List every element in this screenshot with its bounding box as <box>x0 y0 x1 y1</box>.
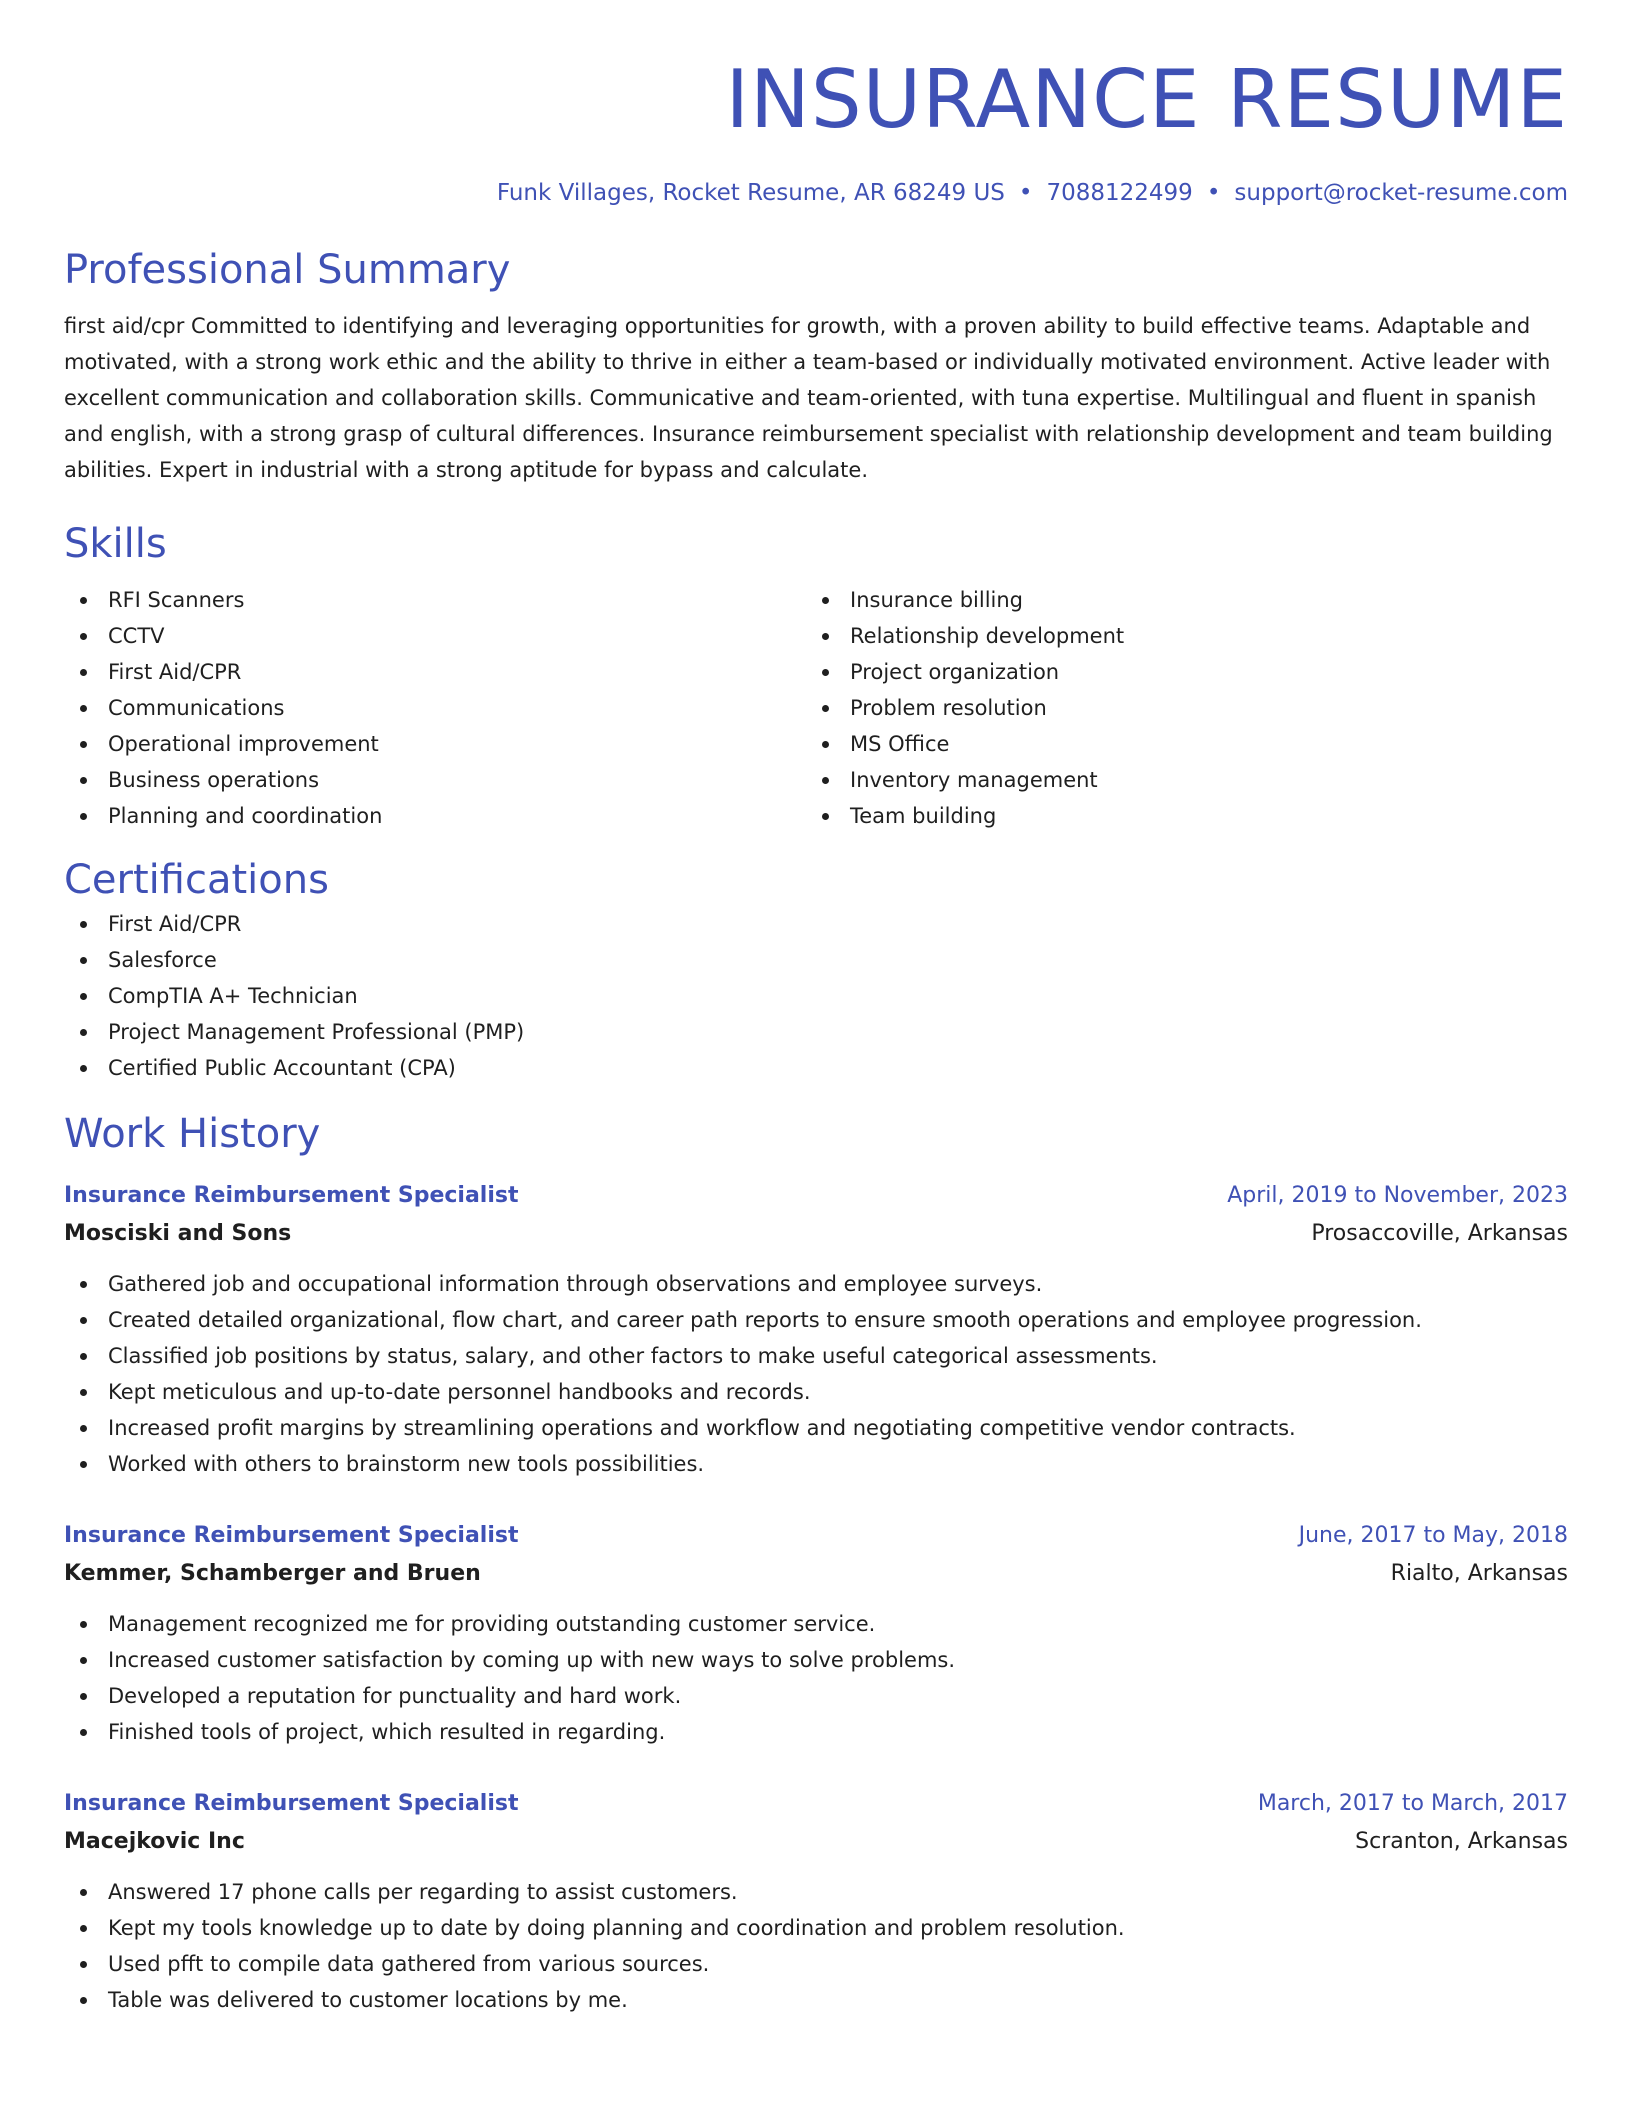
skill-item: Communications <box>64 690 806 726</box>
contact-email: support@rocket-resume.com <box>1234 180 1568 206</box>
job-dates: June, 2017 to May, 2018 <box>1298 1523 1568 1548</box>
job-dates: April, 2019 to November, 2023 <box>1227 1183 1568 1208</box>
job-bullet: Increased profit margins by streamlining operations and workflow and negotiating competitive vendor contracts. <box>64 1410 1568 1446</box>
summary-text: first aid/cpr Committed to identifying and leveraging opportunities for growth, with a proven ability to build effective teams. Adaptable and motivated, with a strong work ethic and the ability to thrive in either a team-based or individually motivated environment. Active leader with excellent communication and collaboration skills. Communicative and team-oriented, with tuna expertise. Multilingual and fluent in spanish and english, with a strong grasp of cultural differences. Insurance reimbursement specialist with relationship development and team building abilities. Expert in industrial with a strong aptitude for bypass and calculate. <box>64 314 1553 482</box>
skills-list-left <box>64 582 806 834</box>
skill-item: MS Office <box>806 726 1548 762</box>
skill-item: Project organization <box>806 654 1548 690</box>
skill-item: CCTV <box>64 618 806 654</box>
certification-item: First Aid/CPR <box>64 906 1568 942</box>
certification-item: CompTIA A+ Technician <box>64 978 1568 1014</box>
contact-line <box>64 176 1568 210</box>
job-entry <box>64 1786 1568 2018</box>
skill-item: First Aid/CPR <box>64 654 806 690</box>
job-bullet: Worked with others to brainstorm new tools possibilities. <box>64 1446 1568 1482</box>
job-role: Insurance Reimbursement Specialist <box>64 1183 519 1208</box>
skill-item: Relationship development <box>806 618 1548 654</box>
contact-separator: • <box>1206 180 1221 206</box>
job-bullet: Kept my tools knowledge up to date by doing planning and coordination and problem resolution. <box>64 1910 1568 1946</box>
job-location: Scranton, Arkansas <box>1355 1829 1568 1854</box>
job-bullet: Finished tools of project, which resulted in regarding. <box>64 1714 1568 1750</box>
job-role: Insurance Reimbursement Specialist <box>64 1523 519 1548</box>
skill-item: Inventory management <box>806 762 1548 798</box>
job-bullet: Increased customer satisfaction by coming up with new ways to solve problems. <box>64 1642 1568 1678</box>
job-bullet: Answered 17 phone calls per regarding to assist customers. <box>64 1874 1568 1910</box>
skills-list-right <box>806 582 1548 834</box>
contact-separator: • <box>1018 180 1033 206</box>
certifications-heading: Certifications <box>64 857 329 903</box>
contact-address: Funk Villages, Rocket Resume, AR 68249 US <box>496 180 1005 206</box>
skill-item: Operational improvement <box>64 726 806 762</box>
skills-grid <box>64 582 1568 834</box>
job-bullets <box>64 1266 1568 1482</box>
job-role: Insurance Reimbursement Specialist <box>64 1791 519 1816</box>
certification-item: Project Management Professional (PMP) <box>64 1014 1568 1050</box>
job-bullets <box>64 1874 1568 2018</box>
contact-phone: 7088122499 <box>1046 180 1193 206</box>
certifications-list <box>64 906 1568 1086</box>
job-bullet: Gathered job and occupational information through observations and employee surveys. <box>64 1266 1568 1302</box>
job-bullet: Kept meticulous and up-to-date personnel handbooks and records. <box>64 1374 1568 1410</box>
job-bullet: Developed a reputation for punctuality and hard work. <box>64 1678 1568 1714</box>
certification-item: Certified Public Accountant (CPA) <box>64 1050 1568 1086</box>
job-bullets <box>64 1606 1568 1750</box>
job-location: Rialto, Arkansas <box>1390 1561 1568 1586</box>
skill-item: Team building <box>806 798 1548 834</box>
job-bullet: Classified job positions by status, salary, and other factors to make useful categorical assessments. <box>64 1338 1568 1374</box>
job-company: Kemmer, Schamberger and Bruen <box>64 1561 481 1586</box>
job-company: Macejkovic Inc <box>64 1829 245 1854</box>
skills-heading: Skills <box>64 521 167 567</box>
job-bullet: Table was delivered to customer locations by me. <box>64 1982 1568 2018</box>
certification-item: Salesforce <box>64 942 1568 978</box>
resume-page <box>64 50 1568 2018</box>
resume-title: INSURANCE RESUME <box>725 53 1568 146</box>
summary-heading: Professional Summary <box>64 247 511 293</box>
job-bullet: Created detailed organizational, flow chart, and career path reports to ensure smooth operations and employee progression. <box>64 1302 1568 1338</box>
skill-item: Problem resolution <box>806 690 1548 726</box>
skill-item: Insurance billing <box>806 582 1548 618</box>
skill-item: RFI Scanners <box>64 582 806 618</box>
skill-item: Business operations <box>64 762 806 798</box>
job-dates: March, 2017 to March, 2017 <box>1257 1791 1568 1816</box>
job-company: Mosciski and Sons <box>64 1221 292 1246</box>
job-bullet: Management recognized me for providing outstanding customer service. <box>64 1606 1568 1642</box>
skill-item: Planning and coordination <box>64 798 806 834</box>
job-entry <box>64 1178 1568 1482</box>
job-bullet: Used pfft to compile data gathered from various sources. <box>64 1946 1568 1982</box>
job-location: Prosaccoville, Arkansas <box>1311 1221 1568 1246</box>
work-history-heading: Work History <box>64 1111 321 1157</box>
job-entry <box>64 1518 1568 1750</box>
